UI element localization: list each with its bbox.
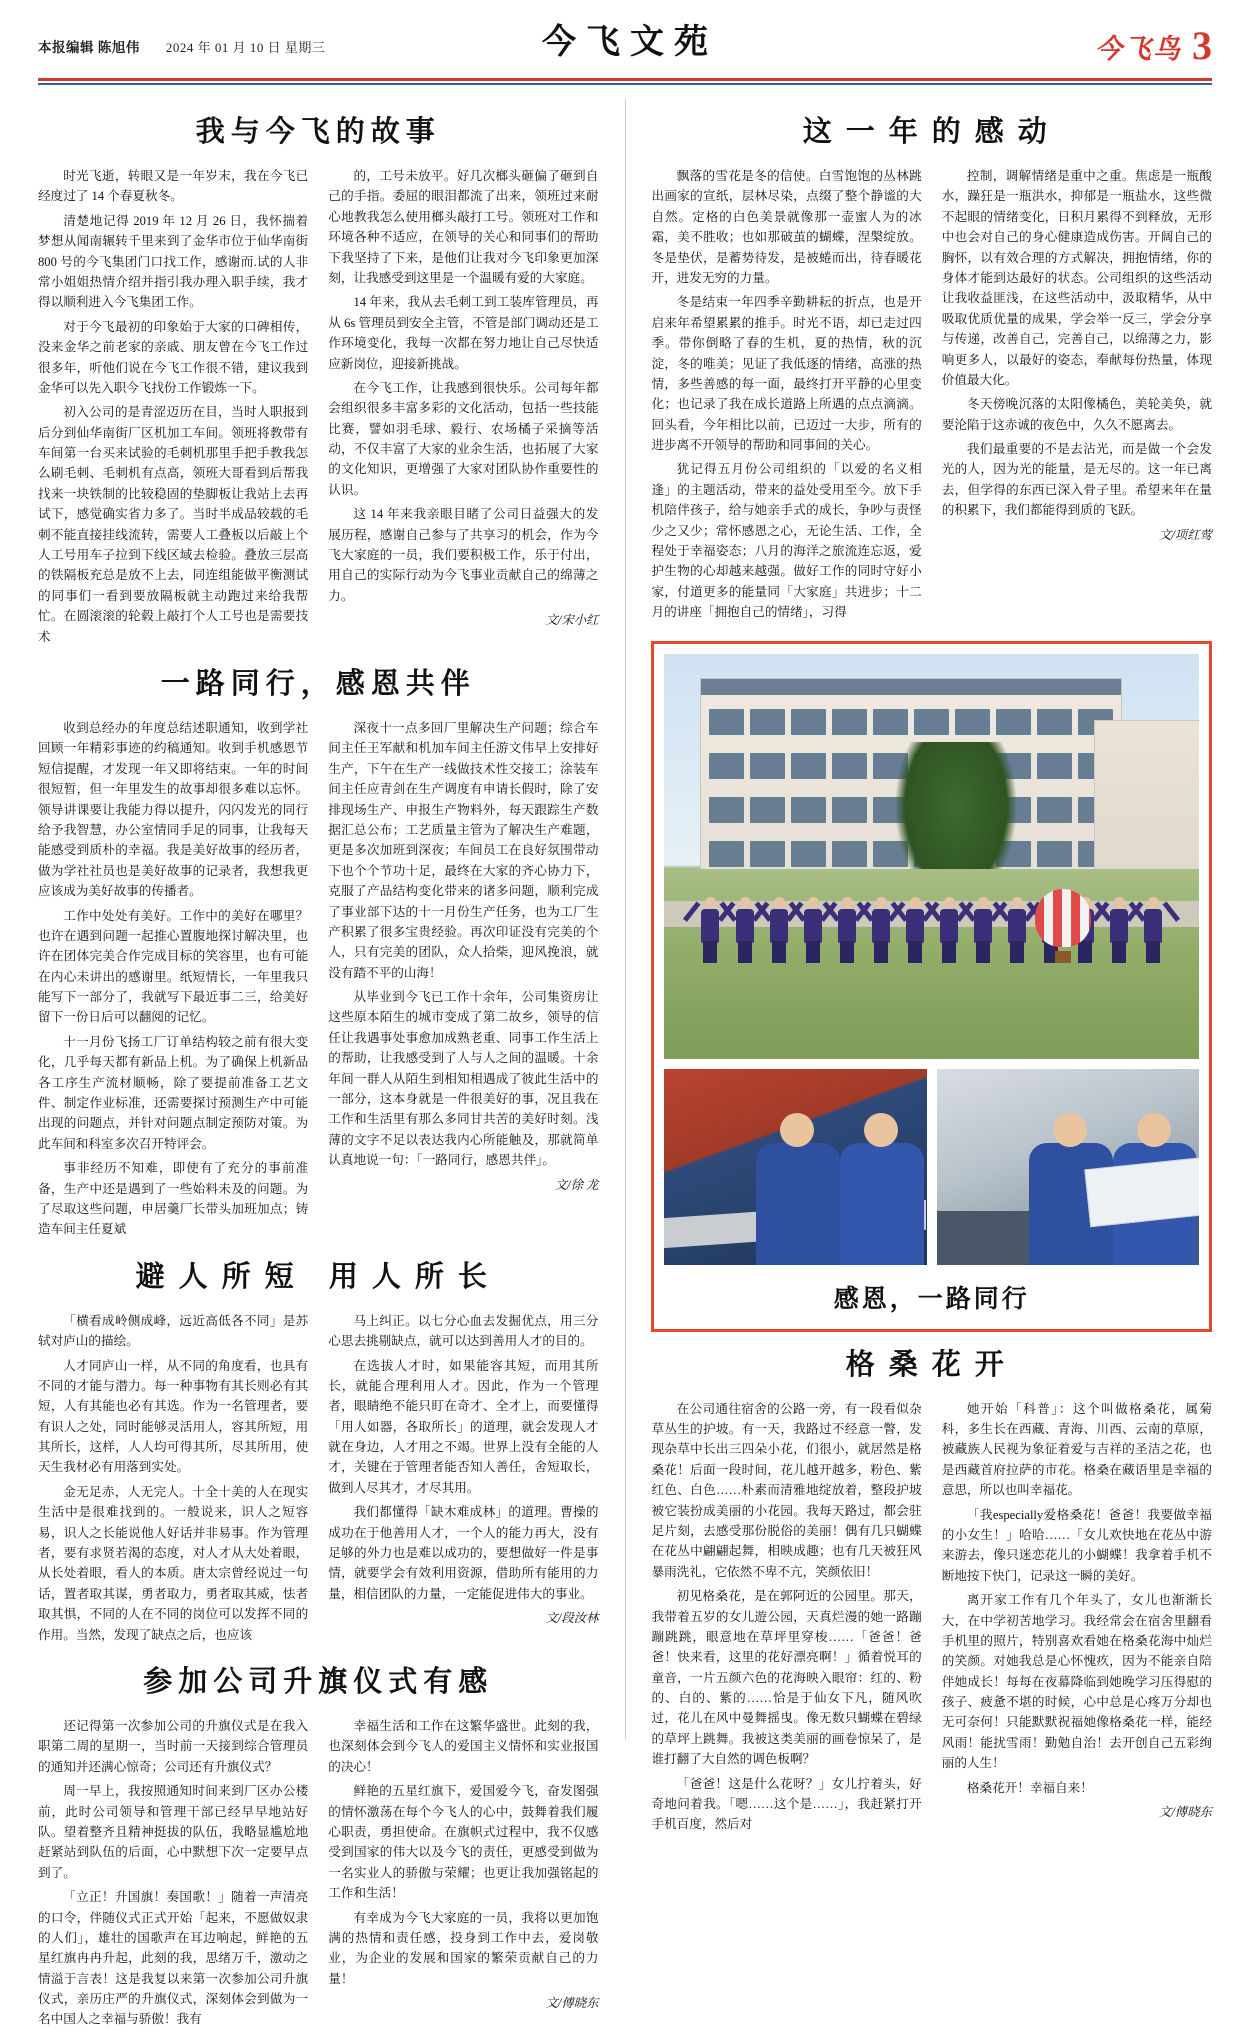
photo-workers-documents (937, 1069, 1199, 1265)
paragraph: 对于今飞最初的印象始于大家的口碑相传，没来金华之前老家的亲戚、朋友曾在今飞工作过很多年，听他们说在今飞工作很不错，建议我到金华可以先入职今飞找份工作锻炼一下。 (38, 319, 309, 395)
page-number: 3 (1192, 23, 1212, 68)
paragraph: 从毕业到今飞已工作十余年，公司集资房让这些原本陌生的城市变成了第二故乡，领导的信任让我遇事处事愈加成熟老重、同事工作生活上的帮助，让我感受到了人与人之间的温暖。十余年间一群人从陌生到相知相遇成了彼此生活中的一部分，这本身就是一件很美好的事，况且我在工作和生活里有那么多同甘共苦的美好时刻。浅薄的文字不足以表达我内心所能触及，那就简单认真地说一句：「一路同行，感恩共伴」。 (328, 990, 599, 1168)
paragraph: 人才同庐山一样，从不同的角度看，也具有不同的才能与潜力。每一种事物有其长则必有其短，人有其能也必有其选。作为一名管理者，要有识人之处，同时能够灵活用人，容其所短，用其所长，这样，人人均可得其所，尽其所用，使天生我材必有用落到实处。 (38, 1358, 309, 1475)
paragraph: 清楚地记得 2019 年 12 月 26 日，我怀揣着梦想从闻南辗转千里来到了金华市位于仙华南街 800 号的今飞集团门口找工作，感谢而.试的人非常小姐姐热情介绍并指引我办理入职手续，我才得以顺利进入今飞集团工作。 (38, 213, 309, 310)
byline: 文/徐 龙 (554, 1177, 599, 1192)
byline: 文/宋小红 (545, 613, 599, 628)
article-gesang-flower (651, 1342, 1212, 1839)
worker-head (1053, 1113, 1087, 1147)
paragraph: 控制，调解情绪是重中之重。焦虑是一瓶酸水，躁狂是一瓶洪水，抑郁是一瓶盐水，这些微不起眼的情绪变化，日积月累得不到释放，无形中也会对自己的身心健康造成伤害。开阔自己的胸怀，以有效合理的方式解决，拥抱情绪，你的身体才能到达最好的状态。公司组织的这些活动让我收益匪浅，在这些活动中，汲取精华，从中吸取优质优量的成果，学会举一反三，学会分享与传递，改善自己，完善自己，以绵薄之力，影响更多人，以最好的姿态，奉献每份热量，体现价值最大化。 (941, 169, 1212, 387)
article-year-of-moving (651, 109, 1212, 627)
window-row (709, 709, 1113, 735)
worker-head (1137, 1113, 1171, 1147)
paragraph: 的，工号未放平。好几次榔头砸偏了砸到自己的手指。委屈的眼泪都流了出来，领班过来耐心地教我怎么使用榔头敲打工号。领班对工作和环境各种不适应，在领导的关心和同事们的帮助下我坚持了下来，是他们让我对今飞印象更加深刻，让我感受到这里是一个温暖有爱的大家庭。 (328, 169, 599, 285)
column-divider (625, 99, 626, 1739)
photo-row (664, 1069, 1199, 1265)
paragraph: 「我especially爱格桑花！爸爸！我要做幸福的小女生！」哈哈……「女儿欢快地在花丛中游来游去，像只迷恋花儿的小蝴蝶！我拿着手机不断地按下快门，记录这一瞬的美好。 (941, 1507, 1212, 1583)
headline-my-story: 我与今飞的故事 (195, 116, 441, 148)
paragraph: 在选拔人才时，如果能容其短，而用其所长，就能合理利用人才。因此，作为一个管理者，眼睛绝不能只盯在奇才、全才上，而要懂得「用人如器，各取所长」的道理，就会发现人才就在身边，人才用之不竭。世界上没有全能的人才，关键在于管理者能否知人善任，舍短取长，做到人尽其才，才尽其用。 (328, 1358, 599, 1495)
paragraph: 在今飞工作，让我感到很快乐。公司每年都会组织很多丰富多彩的文化活动，包括一些技能比赛，譬如羽毛球、毅行、农场橘子采摘等活动，不仅丰富了大家的业余生活，也拓展了大家的文化知识，更增强了大家对团队协作重要性的认识。 (328, 380, 599, 497)
photo-workers-production-line (664, 1069, 926, 1265)
paragraph: 时光飞逝，转眼又是一年岁末，我在今飞已经度过了 14 个春夏秋冬。 (38, 169, 309, 204)
paragraph: 犹记得五月份公司组织的「以爱的名义相逢」的主题活动，带来的益处受用至今。放下手机陪伴孩子，给与她亲手式的成长，争吵与责怪少之又少；常怀感恩之心，无论生活、工作，全程处于幸福姿态；八月的海洋之旅流连忘返，爱护生物的心却越来越强。做好工作的同时守好小家，付道更多的能量同「大家庭」共进步；十二月的讲座「拥抱自己的情绪」，习得 (651, 462, 922, 620)
article-text-column (38, 1311, 308, 1649)
paragraph: 这 14 年来我亲眼目睹了公司日益强大的发展历程，感谢自己参与了共享习的机会，作为今飞大家庭的一员，我们要积极工作，乐于付出，用自己的实际行动为今飞事业贡献自己的绵薄之力。 (328, 507, 599, 603)
person-figure (698, 897, 722, 963)
paragraph: 初入公司的是青涩迈历在目，当时人职报到后分到仙华南街厂区机加工车间。领班将教带有车间第一台买来试验的毛刺机那里手把手教我怎么刷毛刺、毛刺机有点高，领班大哥看到后帮我找来一块铁制的比较稳固的垫脚板让我站上去再试下，感觉确实省力多了。当时半成品较载的毛刺不能直接挂线流转，需要人工叠板以后敲上个人工号用车子拉到下线区域去检验。叠放三层高的铁隔板充总是放不上去，同连组能做平衡测试的同事们一看到要放隔板就主动跑过来给我帮忙。在圆滚滚的轮毂上敲打个人工号也是需要技术 (38, 405, 309, 644)
byline: 文/段汝林 (545, 1611, 599, 1626)
person-figure (1107, 897, 1131, 963)
paragraph: 格桑花开！幸福自来！ (966, 1780, 1093, 1795)
jumping-employees-group (698, 877, 1165, 963)
paragraph: 冬是结束一年四季辛勤耕耘的折点，也是开启来年希望累累的推手。时光不语，却已走过四季。带你倒略了春的生机，夏的热情，秋的沉淀，冬的唯美；见证了我低逐的情绪，高涨的热情，多些善感的每一面，最终打开平静的心里变化；也记录了我在成长道路上所遇的点点滴滴。回头看，今年相比以前，已迈过一大步，所有的进步离不开领导的帮助和同事间的关心。 (651, 295, 922, 453)
document-graphic (1084, 1156, 1199, 1226)
person-figure (869, 897, 893, 963)
article-text-column (328, 1716, 598, 2034)
article-text-column (38, 718, 308, 1244)
worker-head (864, 1113, 898, 1147)
article-text-column (942, 166, 1212, 627)
article-text-column (651, 166, 921, 627)
article-text-column (328, 718, 598, 1244)
paragraph: 她开始「科普」：这个叫做格桑花，属菊科，多生长在西藏、青海、川西、云南的草原，被藏族人民视为象征着爱与吉祥的圣洁之花，也是西藏首府拉萨的市花。格桑在藏语里是幸福的意思，所以也叫幸福花。 (941, 1401, 1212, 1498)
article-text-column (651, 1399, 921, 1839)
paragraph: 马上纠正。以七分心血去发掘优点，用三分心思去挑剔缺点，就可以达到善用人才的目的。 (328, 1313, 599, 1349)
paragraph: 周一早上，我按照通知时间来到厂区办公楼前，此时公司领导和管理干部已经早早地站好队。望着整齐且精神挺拔的队伍，我略显尴尬地赶紧站到队伍的后面，心中默想下次一定要早点到了。 (38, 1784, 309, 1880)
paragraph: 在公司通往宿舍的公路一旁，有一段看似杂草丛生的护坡。有一天，我路过不经意一瞥，发现杂草中长出三四朵小花，们很小，就居然是格桑花！后面一段时间，花儿越开越多，粉色、紫红色、白色……朴素而清雅地绽放着，整段护坡被它装扮成美丽的小花园。我每天路过，都会驻足片刻，去感受那份脱俗的美丽！偶有几只蝴蝶在花丛中翩翩起舞，相映成趣；也有几天被狂风暴雨洗礼，它依然不卑不亢，笑颜依旧！ (651, 1401, 922, 1579)
photo-caption: 感恩，一路同行 (833, 1285, 1030, 1313)
paragraph: 还记得第一次参加公司的升旗仪式是在我入职第二周的星期一，当时前一天接到综合管理员的通知并还满心惊奇；公司还有升旗仪式？ (38, 1719, 309, 1774)
person-figure (767, 897, 791, 963)
building-roofline (701, 679, 1121, 695)
masthead (38, 0, 1212, 74)
person-figure (801, 897, 825, 963)
paragraph: 工作中处处有美好。工作中的美好在哪里？也许在遇到问题一起推心置腹地探讨解决里，也许在团体完美合作完成目标的笑容里，也有可能在内心未讲出的感谢里。纸短情长，一年里我只能写下一部分了，我就写下最近事二三，给美好留下一份日后可以翻阅的记忆。 (38, 908, 309, 1025)
article-text-column (38, 1716, 308, 2034)
person-figure (937, 897, 961, 963)
headline-year-of-moving: 这一年的感动 (802, 116, 1061, 148)
paragraph: 深夜十一点多回厂里解决生产问题；综合车间主任王军献和机加车间主任游文伟早上安排好生产，下午在生产一线做技术性交接工；涂装车间主任应青剑在生产调度有申请长假时，除了安排现场生产、申报生产物料外，每天跟踪生产数据汇总公布；工艺质量主管为了解决生产难题，更是多次加班到深夜；车间员工在良好氛围带动下也个个节功十足，最终在大家的齐心协力下，克服了产品结构变化带来的诸多问题，顺利完成了事业部下达的十一月份生产任务，也为工厂生产积累了很多宝贵经验。再次印证没有完美的个人，只有完美的团队，众人拾柴，迎风挽浪，就没有踏不平的山海！ (328, 720, 599, 980)
person-figure (733, 897, 757, 963)
right-column (651, 99, 1212, 1832)
paragraph: 十一月份飞扬工厂订单结构较之前有很大变化，几乎每天都有新品上机。为了确保上机新品各工序生产流材顺畅，除了要提前准备工艺文件、制定作业标准，还需要探讨预测生产中可能出现的问题点，并针对问题点制定预防对策。为此车间和科室多次召开特评会。 (38, 1034, 309, 1151)
byline: 文/傅晓东 (1158, 1805, 1212, 1820)
byline: 文/项红莺 (1158, 527, 1212, 542)
paragraph: 「立正！升国旗！奏国歌！」随着一声清亮的口令，伴随仪式正式开始「起来，不愿做奴隶的人们」，雄壮的国歌声在耳边响起，鲜艳的五星红旗冉冉升起，此刻的我，思绪万千，激动之情溢于言表！这是我复以来第一次参加公司升旗仪式，亲历庄严的升旗仪式，深刻体会到做为一名中国人之幸福与骄傲！我有 (38, 1890, 309, 2027)
paragraph: 冬天傍晚沉落的太阳像橘色，美轮美奂，就要沦陷于这赤诚的夜色中，久久不愿离去。 (941, 397, 1212, 432)
person-figure (835, 897, 859, 963)
paragraph: 事非经历不知难，即使有了充分的事前准备，生产中还是遇到了一些始料未及的问题。为了尽取这些问题，申居羹厂长带头加班加点；铸造车间主任夏斌 (38, 1161, 309, 1237)
paragraph: 飘落的雪花是冬的信使。白雪饱饱的丛林跳出画家的宣纸，层林尽染，点缀了整个静谧的大自然。定格的白色美景就像那一壶蜜人为的冰霜，美不胜收；也如那破茧的蝴蝶，涅槃绽放。冬是垫伏，是蓄势待发，是被蜷而出，待春暖花开，进发无穷的力量。 (651, 169, 922, 285)
paragraph: 收到总经办的年度总结述职通知，收到学社回顾一年精彩事迹的约稿通知。收到手机感恩节短信提醒，才发现一年又即将结束。一年的时间很短暂，但一年里发生的故事却很多难以忘怀。领导讲课要让我能力得以提升，闪闪发光的同行给予我智慧，办公室情同手足的同事，让我每天能感受到质朴的幸福。我是美好故事的经历者，做为学社社员也是美好故事的记录者，我想我更应该成为美好故事的传播者。 (38, 720, 309, 899)
worker-head (780, 1113, 814, 1147)
article-text-column (328, 1311, 598, 1649)
worker-figure (840, 1143, 924, 1265)
paragraph: 有幸成为今飞大家庭的一员，我将以更加饱满的热情和责任感，投身到工作中去，爱岗敬业，为企业的发展和国家的繁荣贡献自己的力量！ (328, 1910, 599, 1986)
headline-flag-ceremony: 参加公司升旗仪式有感 (143, 1666, 494, 1698)
paragraph: 「横看成岭侧成峰，远近高低各不同」是苏轼对庐山的描绘。 (38, 1313, 309, 1349)
paragraph: 14 年来，我从去毛刺工到工装库管理员，再从 6s 管理员到安全主管，不管是部门调动还是工作环境变化，我每一次都在努力地让自己尽快适应新岗位，迎接新挑战。 (328, 295, 599, 371)
paper-title: 今飞文苑 (542, 24, 718, 61)
paragraph: 幸福生活和工作在这繁华盛世。此刻的我，也深刻体会到今飞人的爱国主义情怀和实业报国的决心！ (328, 1719, 599, 1774)
person-figure (1141, 897, 1165, 963)
headline-use-strengths: 避人所短 用人所长 (135, 1260, 501, 1293)
paragraph: 离开家工作有几个年头了，女儿也渐渐长大，在中学初苦地学习。我经常会在宿舍里翻看手机里的照片，特别喜欢看她在格桑花海中灿烂的笑颜。对她我总是心怀愧疚，因为不能亲自陪伴她成长！每每在夜幕降临到她晚学习压得慰的孩子、疲惫不堪的时候，心中总是心疼万分却也无可奈何！只能默默祝福她像格桑花一样，能经风雨！能扰雪雨！勤勉自治！去开创自己五彩绚丽的人生！ (941, 1593, 1212, 1771)
headline-walk-together: 一路同行，感恩共伴 (160, 667, 476, 700)
photo-main (664, 654, 1199, 1059)
masthead-center (38, 14, 1212, 63)
article-flag-ceremony (38, 1659, 599, 2034)
left-column (38, 99, 599, 2027)
divider-red (38, 78, 1212, 81)
article-use-strengths (38, 1254, 599, 1649)
article-text-column (942, 1399, 1212, 1839)
page-columns (38, 99, 1212, 2027)
headline-gesang-flower: 格桑花开 (845, 1348, 1018, 1381)
article-text-column (328, 166, 598, 651)
divider-blue (38, 83, 1212, 85)
paragraph: 我们都懂得「缺木难成林」的道理。曹操的成功在于他善用人才，一个人的能力再大，没有足够的外力也是难以成功的，要想做好一件是事情，就要学会有效利用资源，借助所有能用的力量，相信团队的力量，一定能促进伟大的事业。 (328, 1505, 599, 1601)
editor-label: 本报编辑 陈旭伟 (38, 40, 140, 55)
article-text-column (38, 166, 308, 651)
paragraph: 我们最重要的不是去沾光，而是做一个会发光的人，因为光的能量，是无尽的。这一年已离去，但学得的东西已深入骨子里。希望来年在量的积累下，我们都能得到质的飞跃。 (941, 442, 1212, 518)
paragraph: 「爸爸！这是什么花呀？」女儿拧着头，好奇地问着我。「嗯……这个是……」，我赶紧打开手机百度，然后对 (651, 1776, 922, 1832)
byline: 文/傅晓东 (545, 1996, 599, 2011)
paragraph: 金无足赤，人无完人。十全十美的人在现实生活中是很难找到的。一般说来，识人之短容易，识人之长能说他人好话并非易事。作为管理者，要有求贤若渴的态度，对人才从大处着眼，从长处着眼，看人的本质。唐太宗曾经说过一句话，置者取其谋，勇者取力，勇者取其威，怯者取其惧，不同的人在不同的岗位可以发挥不同的作用。当然，发现了缺点之后，也应该 (38, 1484, 309, 1642)
worker-figure (756, 1143, 840, 1265)
paragraph: 初见格桑花，是在郭阿近的公园里。那天，我带着五岁的女儿遊公园，天真烂漫的她一路蹦蹦跳跳，眼意地在草坪里穿梭……「爸爸！爸爸！快来看，这里的花好漂亮啊！」循着悦耳的童音，一片五颜六色的花海映入眼帘：红的、粉的、白的、紫的……恰是于仙女下凡，随风吹过，花儿在风中曼舞摇曳。像无数只蝴蝶在碧绿的草坪上跳舞。我被这类美丽的画卷惊呆了，是谁打翻了大自然的调色板啊？ (651, 1589, 922, 1767)
person-figure (971, 897, 995, 963)
publication-date: 2024 年 01 月 10 日 星期三 (165, 40, 326, 55)
person-figure (903, 897, 927, 963)
brand-logo: 今飞鸟 (1095, 33, 1182, 64)
hot-air-balloon-graphic (1035, 889, 1091, 963)
person-figure (1005, 897, 1029, 963)
paragraph: 鲜艳的五星红旗下，爱国爱今飞，奋发图强的情怀激荡在每个今飞人的心中，鼓舞着我们履心职责，勇担使命。在旗帜式过程中，我不仅感受到国家的伟大以及今飞的责任，更感受到做为一名实业人的骄傲与荣耀；也更让我加强铭起的工作和生活！ (328, 1784, 599, 1901)
article-my-story (38, 109, 599, 651)
article-walk-together (38, 661, 599, 1244)
photo-feature-block (651, 641, 1212, 1332)
